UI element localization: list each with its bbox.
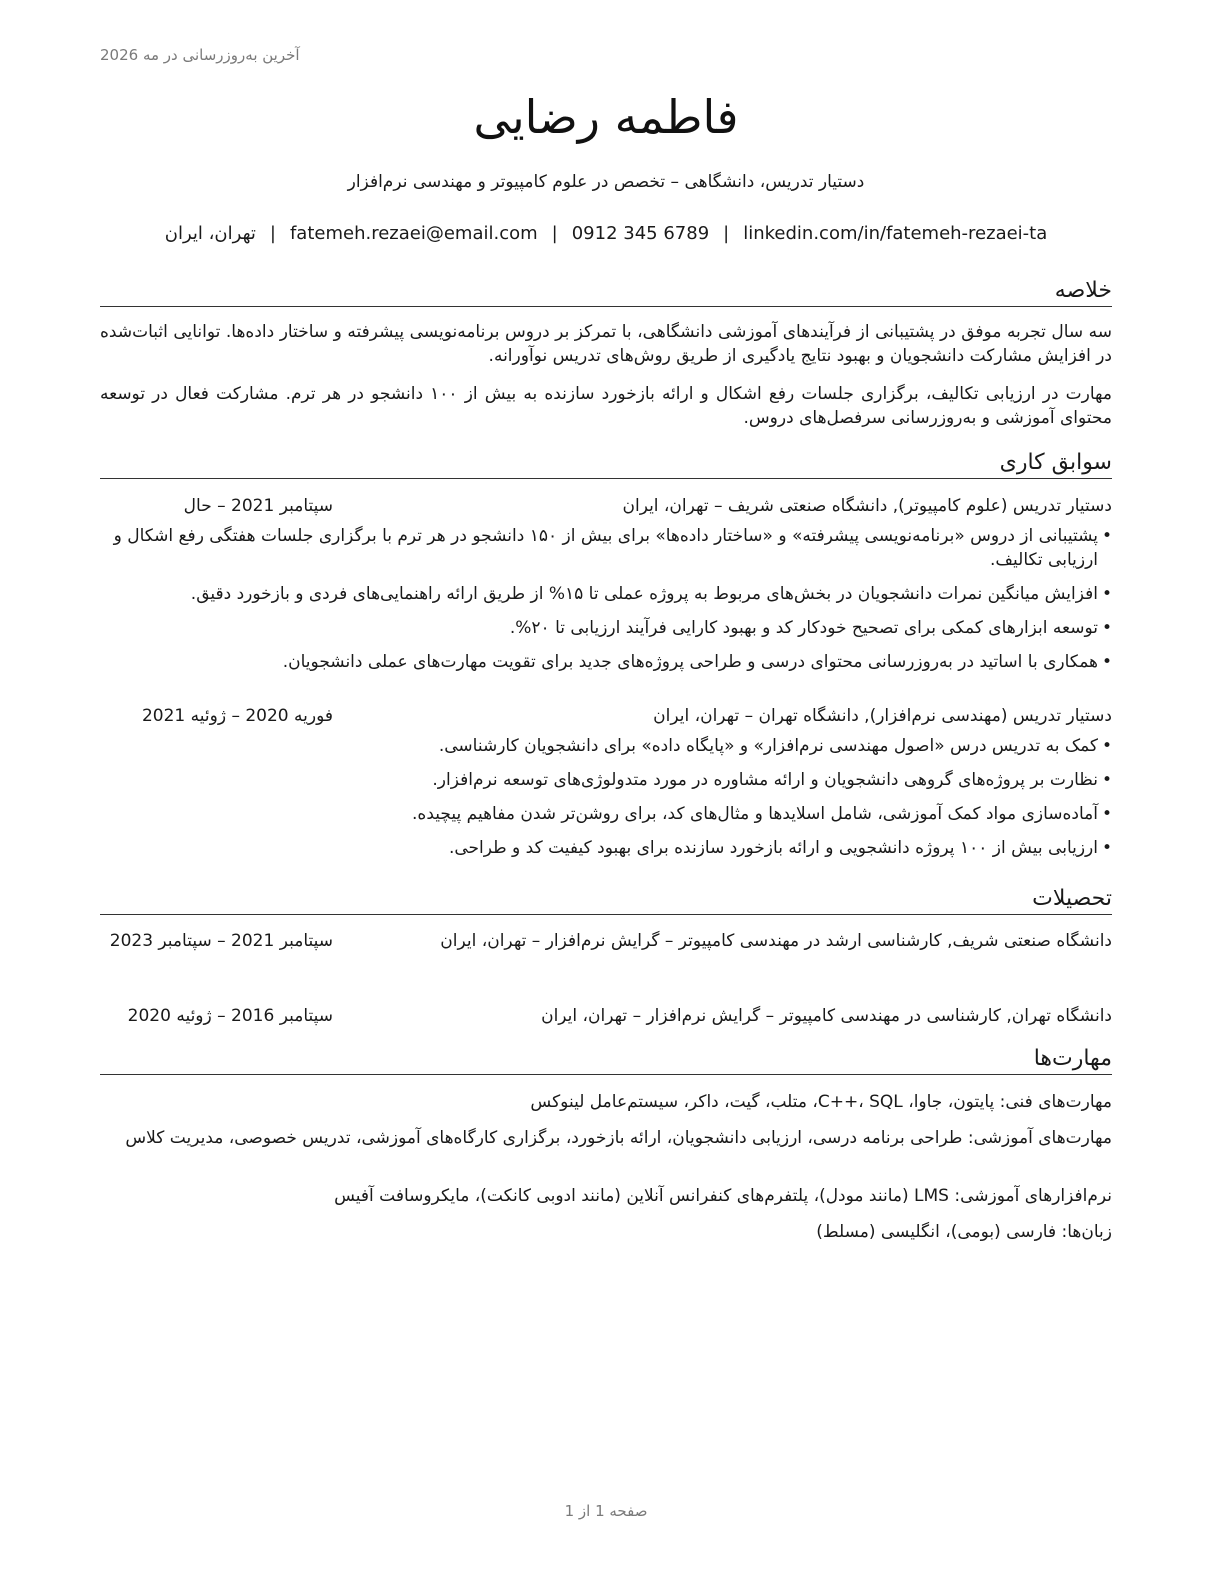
job-date: سپتامبر 2021 – حال (183, 496, 333, 516)
contact-separator: | (551, 223, 558, 244)
job-title: دستیار تدریس (مهندسی نرم‌افزار), دانشگاه تهران – تهران، ایران (653, 706, 1112, 726)
job-bullet: • توسعه ابزارهای کمکی برای تصحیح خودکار کد و بهبود کارایی فرآیند ارزیابی تا ۲۰%. (100, 616, 1112, 640)
job-bullet: • آماده‌سازی مواد کمک آموزشی، شامل اسلایدها و مثال‌های کد، برای روشن‌تر شدن مفاهیم پیچیده. (100, 802, 1112, 826)
contact-email[interactable]: fatemeh.rezaei@email.com (289, 223, 538, 244)
section-title-skills: مهارت‌ها (100, 1044, 1112, 1075)
page-number: صفحه 1 از 1 (564, 1502, 648, 1520)
contact-location: تهران، ایران (164, 223, 256, 244)
summary-paragraph-1: سه سال تجربه موفق در پشتیبانی از فرآیندهای آموزشی دانشگاهی، با تمرکز بر دروس برنامه‌نویسی پیشرفته و ساختار داده‌ها. توانایی اثبات‌شده در افزایش مشارکت دانشجویان و بهبود نتایج یادگیری از طریق روش‌های تدریس نوآورانه. (100, 322, 1112, 366)
education-date: سپتامبر 2021 – سپتامبر 2023 (109, 931, 333, 951)
job-bullet: • افزایش میانگین نمرات دانشجویان در بخش‌های مربوط به پروژه عملی تا ۱۵% از طریق ارائه راهنمایی‌های فردی و بازخورد دقیق. (100, 582, 1112, 606)
resume-page (100, 0, 1112, 1584)
resume-name: فاطمه رضایی (473, 90, 739, 144)
job-bullets (100, 524, 1112, 674)
contact-line (100, 223, 1112, 244)
education-title: دانشگاه صنعتی شریف, کارشناسی ارشد در مهندسی کامپیوتر – گرایش نرم‌افزار – تهران، ایران (440, 931, 1112, 951)
job-bullet: • نظارت بر پروژه‌های گروهی دانشجویان و ارائه مشاوره در مورد متدولوژی‌های توسعه نرم‌افزار. (100, 768, 1112, 792)
job-header (100, 494, 1112, 518)
job-header (100, 704, 1112, 728)
resume-tagline: دستیار تدریس، دانشگاهی – تخصص در علوم کامپیوتر و مهندسی نرم‌افزار (347, 172, 865, 192)
summary-paragraph-2: مهارت در ارزیابی تکالیف، برگزاری جلسات رفع اشکال و ارائه بازخورد سازنده به بیش از ۱۰۰ دانشجو در هر ترم. مشارکت فعال در توسعه محتوای آموزشی و به‌روزرسانی سرفصل‌های دروس. (100, 384, 1112, 428)
contact-separator: | (269, 223, 276, 244)
job-title: دستیار تدریس (علوم کامپیوتر), دانشگاه صنعتی شریف – تهران، ایران (622, 496, 1112, 516)
skill-line: نرم‌افزارهای آموزشی: LMS (مانند مودل)، پلتفرم‌های کنفرانس آنلاین (مانند ادوبی کانکت)، مایکروسافت آفیس (334, 1186, 1112, 1206)
education-date: سپتامبر 2016 – ژوئیه 2020 (127, 1006, 333, 1026)
job-bullet: • همکاری با اساتید در به‌روزرسانی محتوای درسی و طراحی پروژه‌های جدید برای تقویت مهارت‌های عملی دانشجویان. (100, 650, 1112, 674)
contact-linkedin[interactable]: linkedin.com/in/fatemeh-rezaei-ta (743, 223, 1048, 244)
contact-separator: | (723, 223, 730, 244)
last-updated-note: آخرین به‌روزرسانی در مه 2026 (100, 46, 300, 64)
job-bullet: • ارزیابی بیش از ۱۰۰ پروژه دانشجویی و ارائه بازخورد سازنده برای بهبود کیفیت کد و طراحی. (100, 836, 1112, 860)
section-title-education: تحصیلات (100, 884, 1112, 915)
job-bullets (100, 734, 1112, 860)
skill-line: مهارت‌های آموزشی: طراحی برنامه درسی، ارزیابی دانشجویان، ارائه بازخورد، برگزاری کارگاه‌های آموزشی، تدریس خصوصی، مدیریت کلاس (125, 1128, 1112, 1148)
skill-line: زبان‌ها: فارسی (بومی)، انگلیسی (مسلط) (816, 1222, 1112, 1242)
job-bullet: • پشتیبانی از دروس «برنامه‌نویسی پیشرفته» و «ساختار داده‌ها» برای بیش از ۱۵۰ دانشجو در هر ترم با برگزاری جلسات هفتگی رفع اشکال و ارزیابی تکالیف. (100, 524, 1112, 572)
section-title-experience: سوابق کاری (100, 448, 1112, 479)
job-bullet: • کمک به تدریس درس «اصول مهندسی نرم‌افزار» و «پایگاه داده» برای دانشجویان کارشناسی. (100, 734, 1112, 758)
job-date: فوریه 2020 – ژوئیه 2021 (141, 706, 333, 726)
education-title: دانشگاه تهران, کارشناسی در مهندسی کامپیوتر – گرایش نرم‌افزار – تهران، ایران (541, 1006, 1112, 1026)
section-title-summary: خلاصه (100, 276, 1112, 307)
contact-phone[interactable]: 0912 345 6789 (571, 223, 710, 244)
skill-line: مهارت‌های فنی: پایتون، جاوا، C++، SQL، متلب، گیت، داکر، سیستم‌عامل لینوکس (530, 1092, 1112, 1112)
